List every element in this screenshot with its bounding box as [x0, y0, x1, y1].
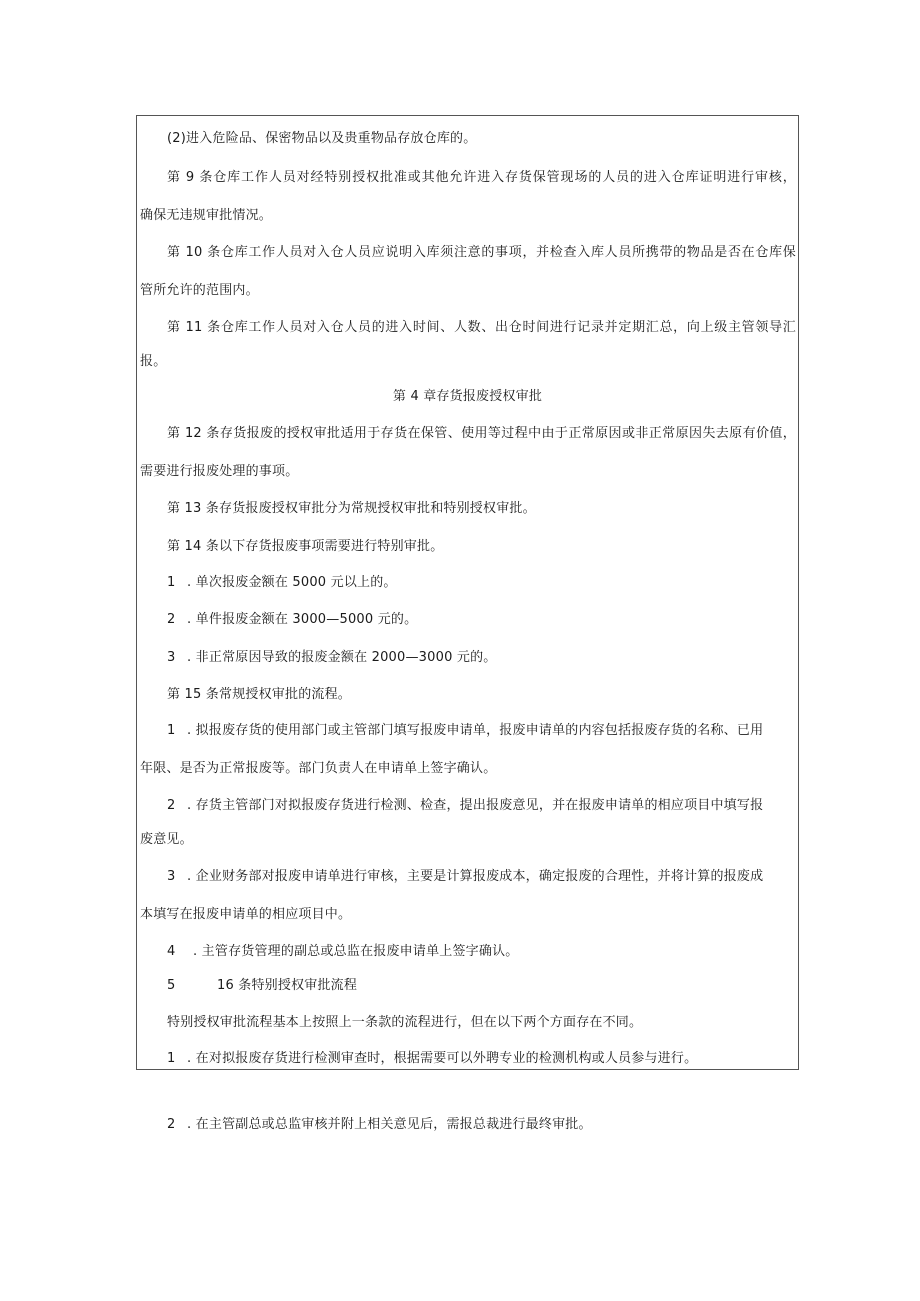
- article-14-item-1: [167, 575, 397, 591]
- article-15-item-2-line-2: 废意见。: [140, 832, 193, 847]
- item-text: . 企业财务部对报废申请单进行审核，主要是计算报废成本，确定报废的合理性，并将计算的报废成: [187, 869, 764, 884]
- item-text: . 在主管副总或总监审核并附上相关意见后，需报总裁进行最终审批。: [187, 1117, 592, 1132]
- item-number: 3: [167, 650, 176, 665]
- article-15-item-2-line-1: [167, 798, 796, 814]
- article-15-item-4: [167, 944, 518, 960]
- article-11-line-2: 报。: [140, 354, 167, 369]
- item-number: 3: [167, 869, 176, 884]
- item-text: . 主管存货管理的副总或总监在报废申请单上签字确认。: [193, 944, 519, 959]
- item-text: . 单次报废金额在 5000 元以上的。: [187, 575, 397, 590]
- paragraph-item-2: (2)进入危险品、保密物品以及贵重物品存放仓库的。: [167, 131, 477, 146]
- item-text: . 在对拟报废存货进行检测审查时，根据需要可以外聘专业的检测机构或人员参与进行。: [187, 1051, 698, 1066]
- item-text: . 非正常原因导致的报废金额在 2000—3000 元的。: [187, 650, 497, 665]
- item-number: 1: [167, 575, 176, 590]
- article-15-item-3-line-2: 本填写在报废申请单的相应项目中。: [140, 907, 352, 922]
- article-14-item-3: [167, 650, 497, 666]
- article-15-item-1-line-1: [167, 723, 796, 739]
- article-15-item-3-line-1: [167, 869, 796, 885]
- article-15-item-1-line-2: 年限、是否为正常报废等。部门负责人在申请单上签字确认。: [140, 761, 497, 776]
- article-15: 第 15 条常规授权审批的流程。: [167, 687, 352, 702]
- article-13: 第 13 条存货报废授权审批分为常规授权审批和特别授权审批。: [167, 501, 536, 516]
- chapter-4-heading: 第 4 章存货报废授权审批: [392, 389, 543, 404]
- article-16: [167, 978, 357, 994]
- item-number: 5: [167, 978, 176, 993]
- article-16-intro: 特别授权审批流程基本上按照上一条款的流程进行，但在以下两个方面存在不同。: [167, 1015, 643, 1030]
- article-10-line-1: 第 10 条仓库工作人员对入仓人员应说明入库须注意的事项，并检查入库人员所携带的物品是否在仓库保: [167, 245, 796, 260]
- article-14: 第 14 条以下存货报废事项需要进行特别审批。: [167, 539, 444, 554]
- item-number: 2: [167, 612, 176, 627]
- article-16-item-2: [167, 1117, 592, 1133]
- item-text: . 存货主管部门对拟报废存货进行检测、检查，提出报废意见，并在报废申请单的相应项目中填写报: [187, 798, 764, 813]
- article-9-line-2: 确保无违规审批情况。: [140, 208, 273, 223]
- article-12-line-1: 第 12 条存货报废的授权审批适用于存货在保管、使用等过程中由于正常原因或非正常原因失去原有价值，: [167, 426, 796, 441]
- item-number: 4: [167, 944, 176, 959]
- article-16-item-1: [167, 1051, 697, 1067]
- item-text: 16 条特别授权审批流程: [217, 978, 358, 993]
- article-9-line-1: 第 9 条仓库工作人员对经特别授权批准或其他允许进入存货保管现场的人员的进入仓库证明进行审核，: [167, 170, 796, 185]
- item-number: 2: [167, 798, 176, 813]
- article-14-item-2: [167, 612, 417, 628]
- item-number: 1: [167, 723, 176, 738]
- item-text: . 拟报废存货的使用部门或主管部门填写报废申请单，报废申请单的内容包括报废存货的名称、已用: [187, 723, 764, 738]
- item-number: 2: [167, 1117, 176, 1132]
- article-12-line-2: 需要进行报废处理的事项。: [140, 464, 299, 479]
- article-10-line-2: 管所允许的范围内。: [140, 283, 259, 298]
- item-text: . 单件报废金额在 3000—5000 元的。: [187, 612, 418, 627]
- item-number: 1: [167, 1051, 176, 1066]
- article-11-line-1: 第 11 条仓库工作人员对入仓人员的进入时间、人数、出仓时间进行记录并定期汇总，向上级主管领导汇: [167, 320, 796, 335]
